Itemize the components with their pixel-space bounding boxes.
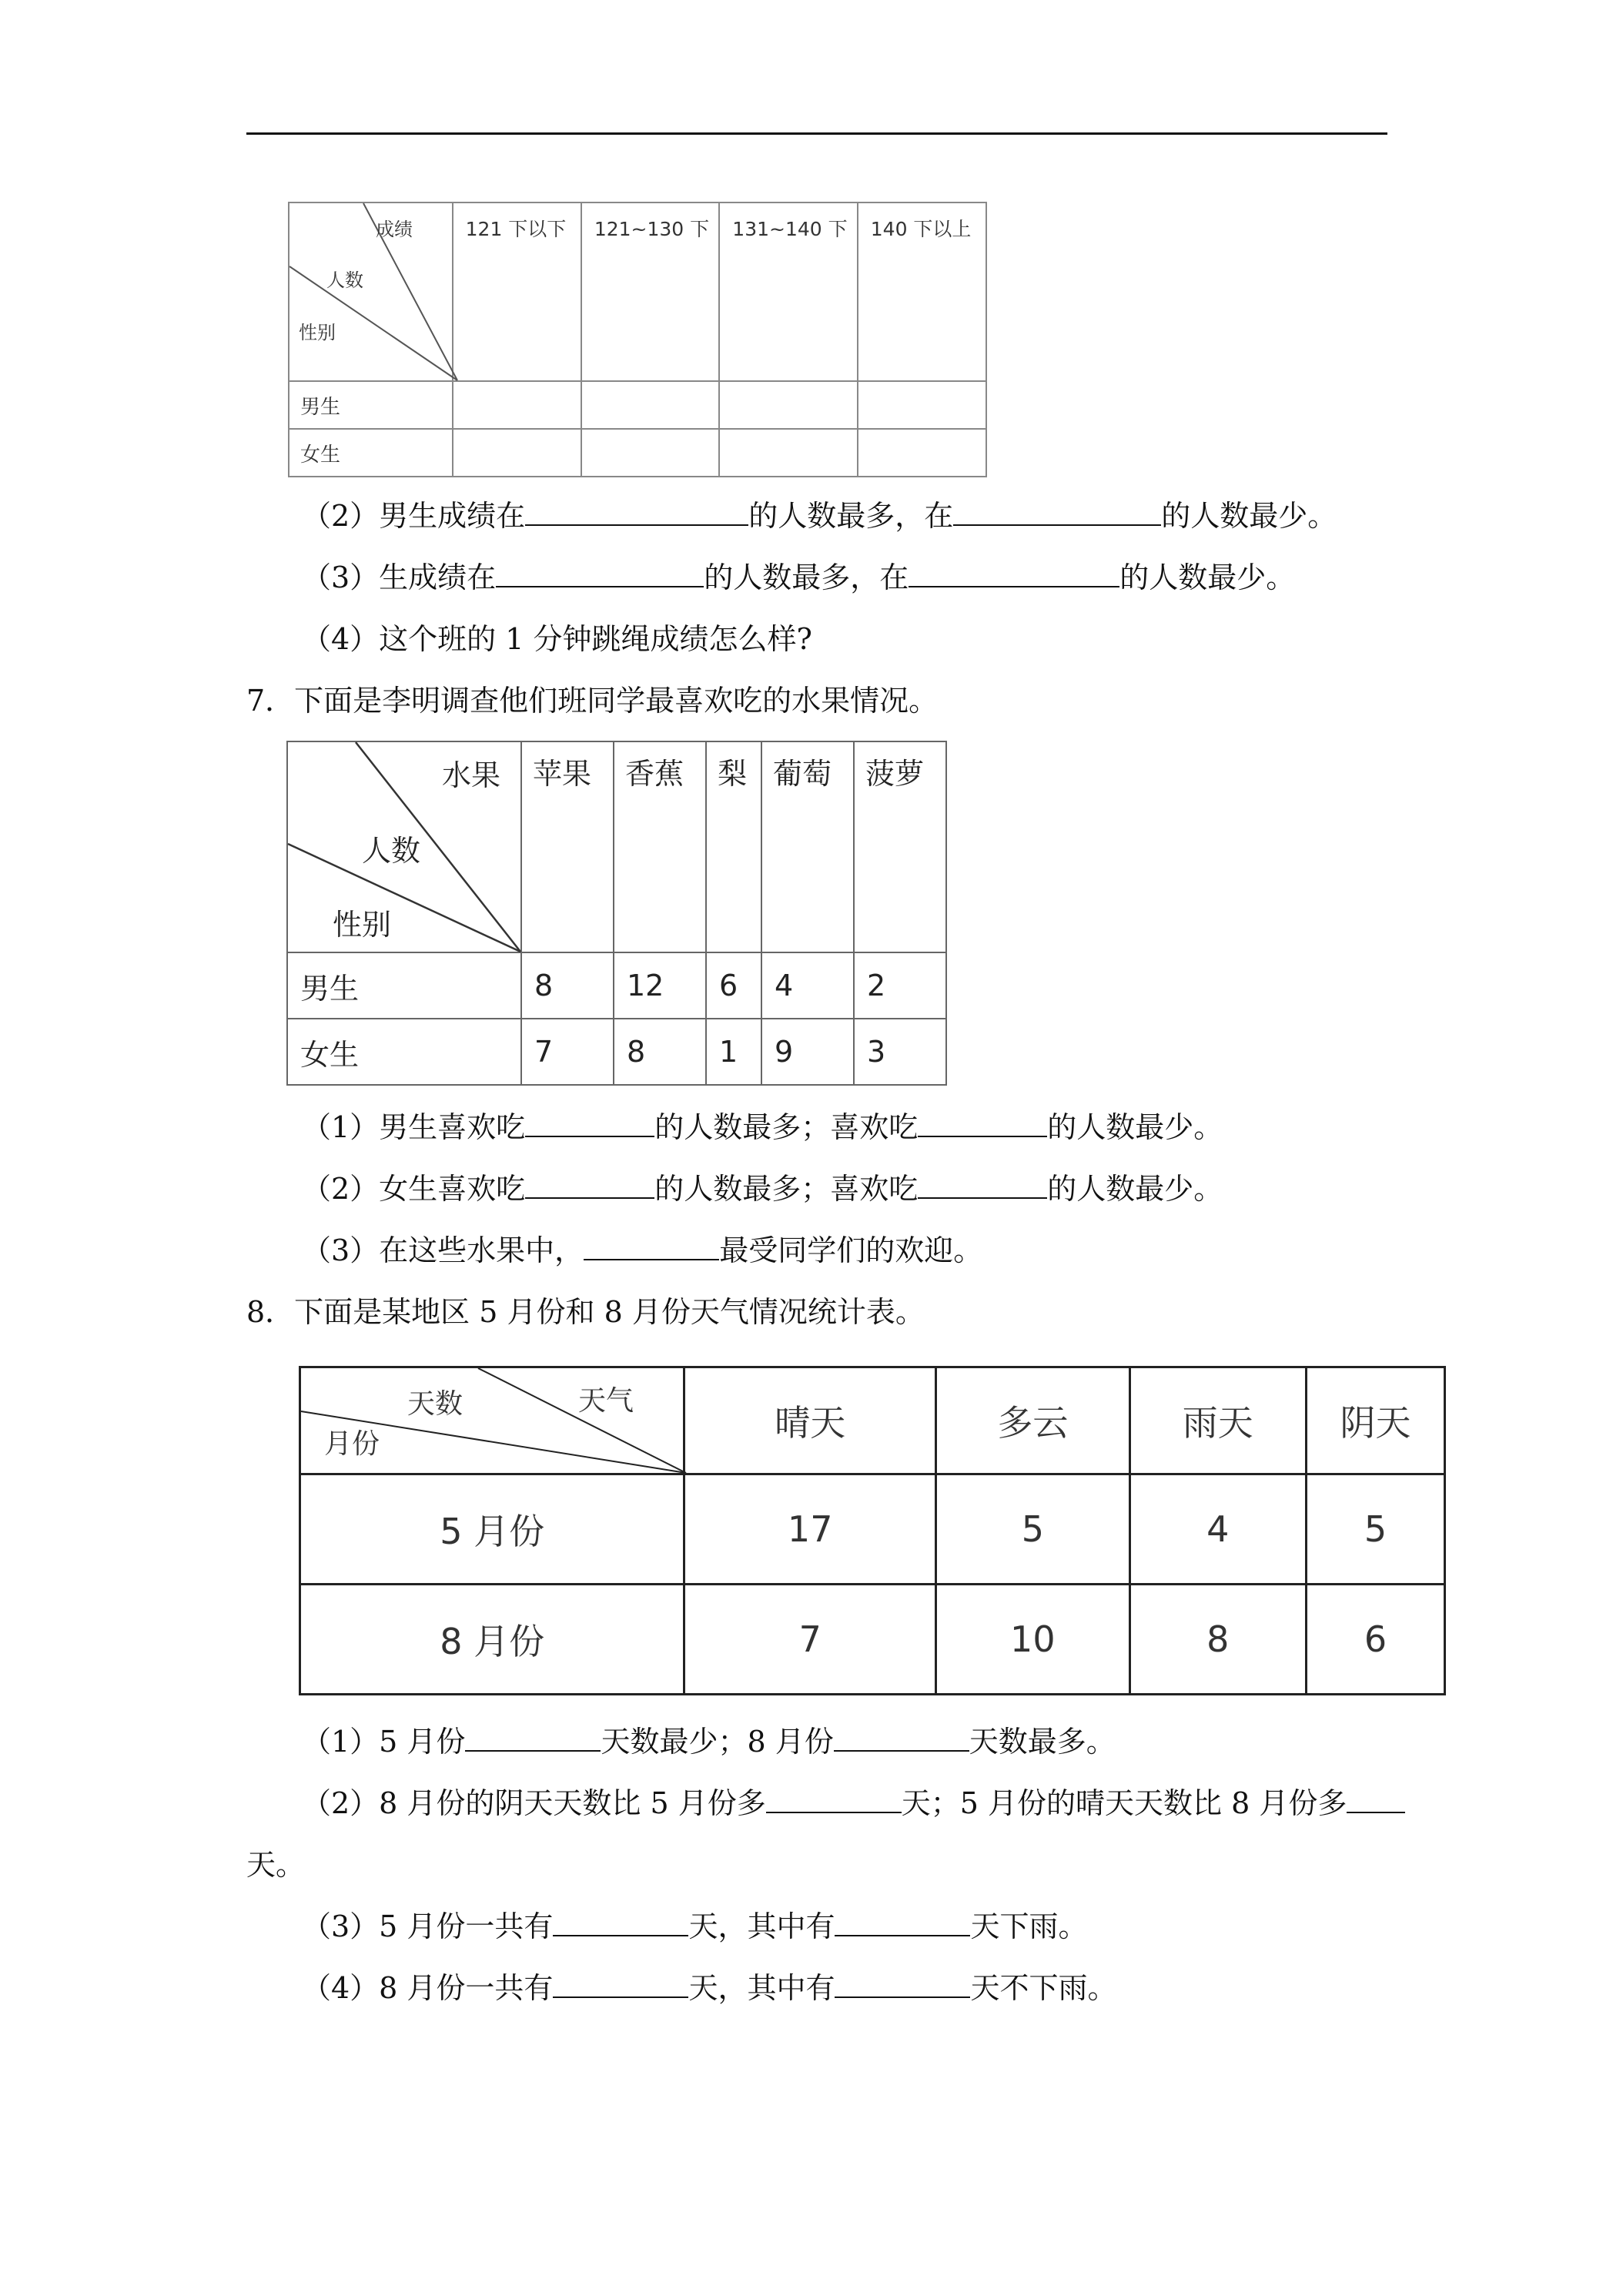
table-cell: 10 xyxy=(936,1585,1129,1695)
row-label: 男生 xyxy=(289,381,453,429)
q7-part3: （3）在这些水果中， 最受同学们的欢迎。 xyxy=(302,1233,983,1267)
table-row xyxy=(289,429,986,477)
table-cell: 3 xyxy=(854,1019,946,1085)
column-header: 阴天 xyxy=(1307,1367,1445,1474)
answer-blank[interactable] xyxy=(584,1236,719,1260)
answer-blank[interactable] xyxy=(525,1113,654,1137)
answer-blank[interactable] xyxy=(553,1973,688,1998)
table-row xyxy=(300,1585,1445,1695)
q6-part3: （3）生成绩在 的人数最多，在 的人数最少。 xyxy=(302,561,1296,594)
q8-part4: （4）8 月份一共有 天，其中有 天不下雨。 xyxy=(302,1971,1117,2005)
table-row xyxy=(287,952,946,1019)
column-header: 香蕉 xyxy=(614,741,706,952)
table-cell: 9 xyxy=(761,1019,854,1085)
corner-bottom-label: 性别 xyxy=(299,322,336,343)
table-cell xyxy=(453,381,581,429)
corner-top-label: 水果 xyxy=(442,758,501,792)
table-cell: 1 xyxy=(706,1019,761,1085)
table-cell: 4 xyxy=(1129,1474,1307,1585)
table-cell: 5 xyxy=(1307,1474,1445,1585)
weather-table xyxy=(299,1366,1446,1695)
corner-top-label: 成绩 xyxy=(376,219,413,240)
corner-diagonals xyxy=(289,203,457,380)
table-cell: 8 xyxy=(521,952,614,1019)
table-cell: 8 xyxy=(1129,1585,1307,1695)
q8-part2: （2）8 月份的阴天天数比 5 月份多 天；5 月份的晴天天数比 8 月份多 xyxy=(302,1785,1405,1822)
table-cell xyxy=(719,429,857,477)
q7-title: 7．下面是李明调查他们班同学最喜欢吃的水果情况。 xyxy=(246,684,939,718)
answer-blank[interactable] xyxy=(835,1973,970,1998)
q7-part1: （1）男生喜欢吃 的人数最多；喜欢吃 的人数最少。 xyxy=(302,1110,1223,1144)
column-header: 苹果 xyxy=(521,741,614,952)
answer-blank[interactable] xyxy=(525,501,748,526)
column-header: 菠萝 xyxy=(854,741,946,952)
table-cell xyxy=(858,381,986,429)
answer-blank[interactable] xyxy=(835,1912,970,1936)
table-cell: 7 xyxy=(521,1019,614,1085)
row-label: 女生 xyxy=(287,1019,521,1085)
table-cell xyxy=(581,429,719,477)
table-cell: 2 xyxy=(854,952,946,1019)
answer-blank[interactable] xyxy=(909,563,1119,587)
corner-bottom-label: 性别 xyxy=(333,908,392,942)
table-corner-cell xyxy=(300,1367,684,1474)
q6-part4: （4）这个班的 1 分钟跳绳成绩怎么样? xyxy=(302,622,812,656)
table-corner-cell xyxy=(287,741,521,952)
table-cell: 7 xyxy=(684,1585,936,1695)
table-cell: 6 xyxy=(706,952,761,1019)
row-label: 女生 xyxy=(289,429,453,477)
table-cell xyxy=(719,381,857,429)
answer-blank[interactable] xyxy=(525,1174,654,1199)
q7-part2: （2）女生喜欢吃 的人数最多；喜欢吃 的人数最少。 xyxy=(302,1172,1223,1206)
table-cell xyxy=(858,429,986,477)
answer-blank[interactable] xyxy=(918,1174,1047,1199)
corner-top-right-label: 天气 xyxy=(578,1385,634,1417)
header-rule xyxy=(246,132,1387,135)
table-cell: 6 xyxy=(1307,1585,1445,1695)
score-table xyxy=(288,202,987,477)
q8-part1: （1）5 月份 天数最少；8 月份 天数最多。 xyxy=(302,1725,1116,1759)
q8-part2-continued: 天。 xyxy=(246,1848,306,1882)
table-row xyxy=(300,1474,1445,1585)
table-cell: 4 xyxy=(761,952,854,1019)
table-cell: 8 xyxy=(614,1019,706,1085)
answer-blank[interactable] xyxy=(953,501,1161,526)
table-cell: 5 xyxy=(936,1474,1129,1585)
answer-blank[interactable] xyxy=(465,1727,601,1752)
column-header: 晴天 xyxy=(684,1367,936,1474)
column-header: 140 下以上 xyxy=(858,202,986,381)
column-header: 121 下以下 xyxy=(453,202,581,381)
answer-blank[interactable] xyxy=(553,1912,688,1936)
q8-title: 8．下面是某地区 5 月份和 8 月份天气情况统计表。 xyxy=(246,1295,925,1329)
column-header: 121~130 下 xyxy=(581,202,719,381)
q8-part3: （3）5 月份一共有 天，其中有 天下雨。 xyxy=(302,1909,1088,1943)
corner-top-left-label: 天数 xyxy=(407,1388,463,1420)
table-row xyxy=(289,381,986,429)
table-cell xyxy=(581,381,719,429)
table-cell: 17 xyxy=(684,1474,936,1585)
column-header: 131~140 下 xyxy=(719,202,857,381)
column-header: 梨 xyxy=(706,741,761,952)
row-label: 5 月份 xyxy=(300,1474,684,1585)
q6-part2: （2）男生成绩在 的人数最多，在 的人数最少。 xyxy=(302,499,1337,533)
table-cell xyxy=(453,429,581,477)
row-label: 8 月份 xyxy=(300,1585,684,1695)
answer-blank[interactable] xyxy=(918,1113,1047,1137)
table-cell: 12 xyxy=(614,952,706,1019)
corner-middle-label: 人数 xyxy=(326,269,363,291)
column-header: 葡萄 xyxy=(761,741,854,952)
table-corner-cell xyxy=(289,202,453,381)
table-row xyxy=(287,1019,946,1085)
corner-bottom-label: 月份 xyxy=(324,1428,380,1460)
column-header: 雨天 xyxy=(1129,1367,1307,1474)
answer-blank[interactable] xyxy=(1347,1789,1405,1813)
corner-middle-label: 人数 xyxy=(362,834,421,868)
answer-blank[interactable] xyxy=(834,1727,969,1752)
column-header: 多云 xyxy=(936,1367,1129,1474)
answer-blank[interactable] xyxy=(496,563,704,587)
row-label: 男生 xyxy=(287,952,521,1019)
answer-blank[interactable] xyxy=(766,1789,902,1813)
fruit-table xyxy=(286,741,947,1086)
